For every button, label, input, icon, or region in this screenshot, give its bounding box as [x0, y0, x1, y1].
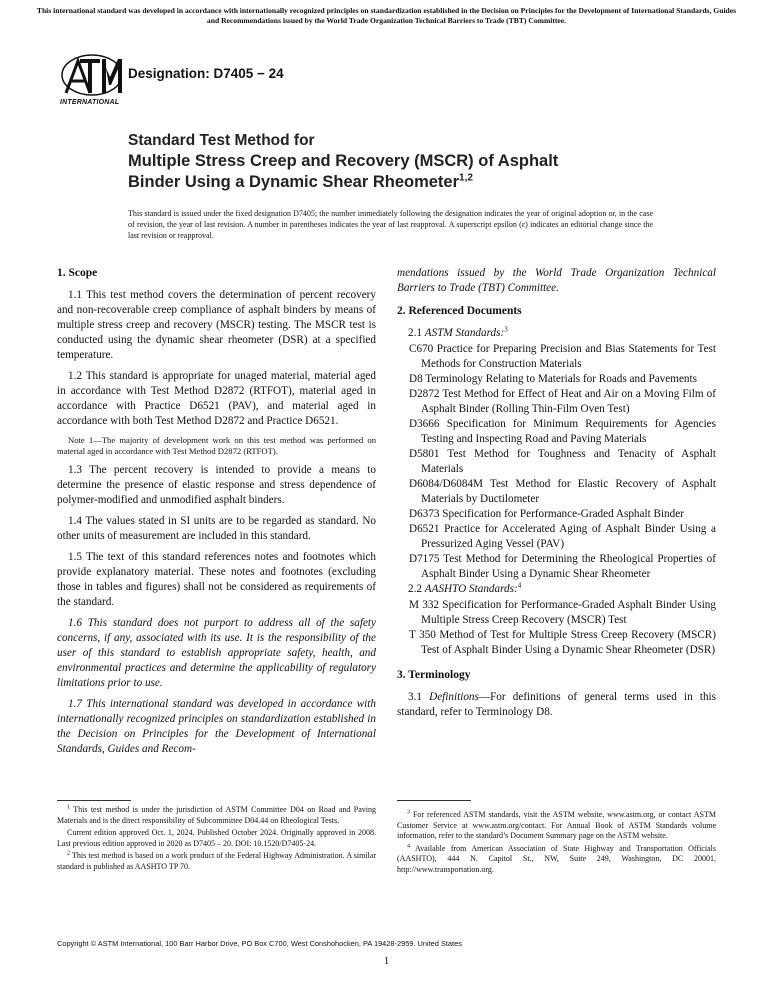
paragraph-1-1: 1.1 This test method covers the determination of percent recovery and non-recoverable creep compliance of asphalt binders by means of multiple stress creep and recovery (MSCR) testing. The MSCR test is conducted using the dynamic shear rheometer (DSR) at a specified temperature.: [57, 289, 376, 361]
footnote-2: [57, 851, 376, 872]
footnote-1-edition: [57, 828, 376, 849]
logo-subtitle: INTERNATIONAL: [60, 99, 120, 106]
designation: Designation: D7405 − 24: [128, 66, 284, 81]
reference-item: D6084/D6084M Test Method for Elastic Recovery of Asphalt Materials by Ductilometer: [409, 478, 716, 505]
definitions-label: Definitions: [429, 691, 479, 703]
paragraph-3-1: [397, 690, 716, 720]
reference-item: D3666 Specification for Minimum Requirements for Agencies Testing and Inspecting Road and Paving Materials: [409, 418, 716, 445]
paragraph-1-7-continued: mendations issued by the World Trade Organization Technical Barriers to Trade (TBT) Committee.: [397, 267, 716, 294]
reference-item: D6521 Practice for Accelerated Aging of Asphalt Binder Using a Pressurized Aging Vessel (PAV): [409, 523, 716, 550]
footnote-1: [57, 805, 376, 826]
footnote-marker: 4: [407, 842, 410, 849]
reference-item: D6373 Specification for Performance-Graded Asphalt Binder: [409, 508, 684, 520]
document-title: [128, 131, 688, 193]
footnote-3: [397, 810, 716, 842]
copyright-notice: Copyright © ASTM International, 100 Barr Harbor Drive, PO Box C700, West Conshohocken, PA 19428-2959. United States: [57, 939, 462, 948]
title-line-2: Multiple Stress Creep and Recovery (MSCR) of Asphalt: [128, 152, 559, 170]
footnotes-right: [397, 810, 716, 877]
paragraph-1-4: 1.4 The values stated in SI units are to be regarded as standard. No other units of measurement are included in this standard.: [57, 515, 376, 542]
footnote-text: Current edition approved Oct. 1, 2024. Published October 2024. Originally approved in 2008. Last previous edition approved in 2020 as D7405 – 20. DOI: 10.1520/D7405-24.: [57, 828, 376, 848]
title-line-1: Standard Test Method for: [128, 132, 315, 149]
reference-item: D2872 Test Method for Effect of Heat and Air on a Moving Film of Asphalt Binder (Rolling Thin-Film Oven Test): [409, 388, 716, 415]
footnote-divider: [397, 800, 471, 801]
right-column: [397, 266, 716, 720]
footnote-marker: 1: [67, 804, 70, 811]
astm-standards-footnote-ref: 3: [504, 325, 508, 334]
footnote-text: Available from American Association of State Highway and Transportation Officials (AASHTO), 444 N. Capitol St., NW, Suite 249, Washington, DC 20001, http://www.transportation.org.: [397, 843, 716, 874]
paragraph-3-1-number: 3.1: [408, 691, 430, 703]
note-1: Note 1—The majority of development work on this test method was performed on material aged in accordance with Test Method D2872 (RTFOT).: [57, 435, 376, 456]
paragraph-1-5: 1.5 The text of this standard references notes and footnotes which provide explanatory material. These notes and footnotes (excluding those in tables and figures) shall not be considered as requirements of the standard.: [57, 551, 376, 608]
aashto-standards-heading: [408, 582, 716, 597]
footnote-divider: [57, 800, 131, 801]
reference-item: C670 Practice for Preparing Precision and Bias Statements for Test Methods for Construction Materials: [409, 343, 716, 370]
title-footnote-ref: 1,2: [459, 172, 473, 184]
paragraph-1-6: 1.6 This standard does not purport to address all of the safety concerns, if any, associated with its use. It is the responsibility of the user of this standard to establish appropriate safety, health, and environmental practices and determine the applicability of regulatory limitations prior to use.: [57, 617, 376, 689]
reference-item: D5801 Test Method for Toughness and Tenacity of Asphalt Materials: [409, 448, 716, 475]
paragraph-1-7: 1.7 This international standard was developed in accordance with internationally recognized principles on standardization established in the Decision on Principles for the Development of International Standards, Guides and Recom-: [57, 698, 376, 755]
left-column: [57, 266, 376, 763]
footnote-text: For referenced ASTM standards, visit the ASTM website, www.astm.org, or contact ASTM Customer Service at www.astm.org/contact. For Annual Book of ASTM Standards volume information, refer to the standard’s Document Summary page on the ASTM website.: [397, 810, 717, 840]
section-heading-references: 2. Referenced Documents: [397, 305, 522, 317]
page-number: 1: [383, 955, 390, 967]
aashto-standards-label: AASHTO Standards:: [424, 583, 518, 595]
footnote-marker: 2: [67, 850, 70, 857]
astm-standards-number: 2.1: [408, 327, 425, 339]
astm-standards-heading: [408, 326, 716, 341]
reference-item: D7175 Test Method for Determining the Rheological Properties of Asphalt Binder Using a Dynamic Shear Rheometer: [409, 553, 716, 580]
section-heading-scope: 1. Scope: [57, 267, 98, 279]
aashto-standards-footnote-ref: 4: [517, 581, 522, 590]
title-line-3: Binder Using a Dynamic Shear Rheometer: [128, 173, 460, 191]
footnote-text: This test method is based on a work product of the Federal Highway Administration. A similar standard is published as AASHTO TP 70.: [57, 851, 376, 871]
footnote-marker: 3: [407, 809, 410, 816]
section-heading-terminology: 3. Terminology: [397, 669, 471, 681]
footnote-text: This test method is under the jurisdiction of ASTM Committee D04 on Road and Paving Materials and is the direct responsibility of Subcommittee D04.44 on Rheological Tests.: [57, 805, 377, 825]
top-notice: This international standard was developed in accordance with internationally recognized principles on standardization established in the Decision on Principles for the Development of International Standards, Guides and Recommendations issued by the World Trade Organization Technical Barriers to Trade (TBT) Committee.: [36, 6, 737, 25]
paragraph-3-1-text: —For definitions of general terms used in this standard, refer to Terminology D8.: [397, 691, 717, 718]
aashto-standards-number: 2.2: [408, 583, 425, 595]
astm-standards-label: ASTM Standards:: [424, 327, 505, 339]
reference-item: M 332 Specification for Performance-Graded Asphalt Binder Using Multiple Stress Creep Recovery (MSCR) Test: [409, 599, 716, 626]
paragraph-1-3: 1.3 The percent recovery is intended to provide a means to determine the presence of elastic response and stress dependence of polymer-modified and unmodified asphalt binders.: [57, 464, 376, 506]
paragraph-1-2: 1.2 This standard is appropriate for unaged material, material aged in accordance with Test Method D2872 (RTFOT), material aged in accordance with Practice D6521 (PAV), and material aged in accordance with both Test Method D2872 and Practice D6521.: [57, 370, 376, 427]
footnote-4: [397, 844, 716, 876]
issued-notice: This standard is issued under the fixed designation D7405; the number immediately following the designation indicates the year of original adoption or, in the case of revision, the year of last revision. A number in parentheses indicates the year of last reapproval. A superscript epsilon (ε) indicates an editorial change since the last revision or reapproval.: [128, 209, 653, 240]
reference-item: D8 Terminology Relating to Materials for Roads and Pavements: [409, 373, 697, 385]
footnotes-left: [57, 805, 376, 874]
reference-item: T 350 Method of Test for Multiple Stress Creep Recovery (MSCR) Test of Asphalt Binder Using a Dynamic Shear Rheometer (DSR): [409, 629, 716, 656]
